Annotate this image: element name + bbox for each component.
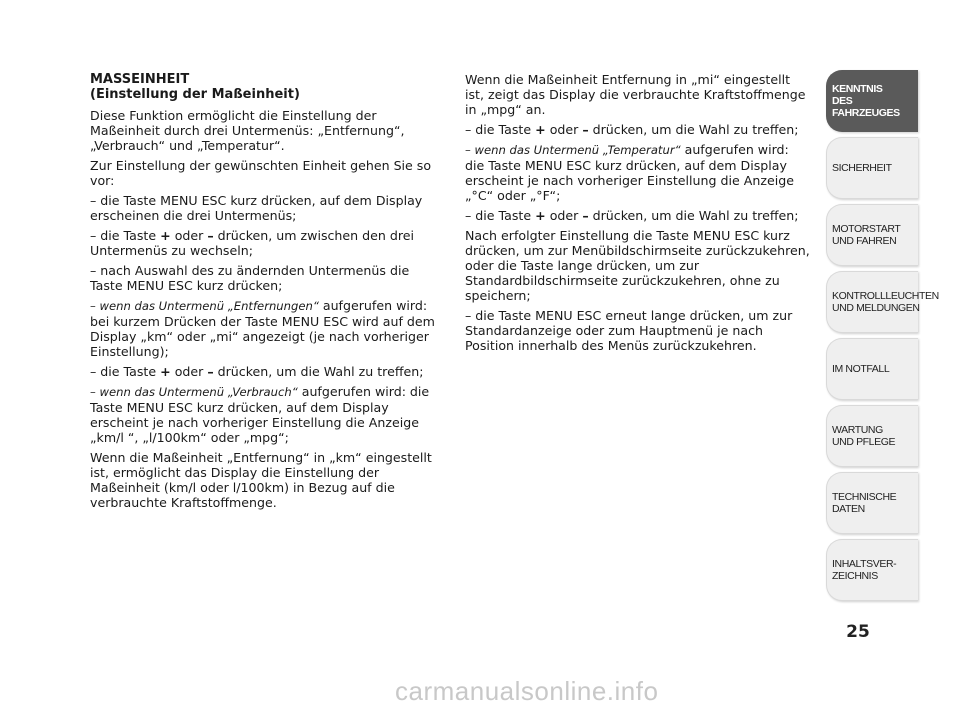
paragraph xyxy=(90,228,440,258)
paragraph: Wenn die Maßeinheit „Entfernung“ in „km“ eingestellt ist, ermöglicht das Display die Einstellung der Maßeinheit (km/l oder l/100km) in Bezug auf die verbrauchte Kraftstoffmenge. xyxy=(90,450,432,510)
heading-line-1: MASSEINHEIT xyxy=(90,72,190,87)
paragraph xyxy=(465,122,810,137)
paragraph: – nach Auswahl des zu ändernden Untermenüs die Taste MENU ESC kurz drücken; xyxy=(90,263,410,293)
chapter-tabs xyxy=(826,70,939,606)
tab-label: KENNTNIS DES FAHRZEUGES xyxy=(832,83,900,119)
text: aufgerufen wird: die Taste MENU ESC kurz drücken, auf dem Display erscheint je nach vorheriger Einstellung die Anzeige „°C“ oder „°F“; xyxy=(465,142,794,203)
paragraph xyxy=(90,384,440,445)
text: oder xyxy=(170,364,208,379)
tab-kenntnis-des-fahrzeuges[interactable] xyxy=(826,70,918,132)
tab-inhaltsverzeichnis[interactable] xyxy=(826,539,918,601)
tab-wartung-und-pflege[interactable] xyxy=(826,405,918,467)
paragraph xyxy=(90,298,440,359)
tab-label: MOTORSTART UND FAHREN xyxy=(832,223,901,247)
page-number: 25 xyxy=(846,622,870,642)
text: aufgerufen wird: bei kurzem Drücken der Taste MENU ESC wird auf dem Display „km“ oder „mi“ angezeigt (je nach vorheriger Einstellung); xyxy=(90,298,435,359)
text: oder xyxy=(170,228,208,243)
text: drücken, um die Wahl zu treffen; xyxy=(213,364,424,379)
tab-motorstart-und-fahren[interactable] xyxy=(826,204,918,266)
paragraph: Wenn die Maßeinheit Entfernung in „mi“ eingestellt ist, zeigt das Display die verbrauchte Kraftstoffmenge in „mpg“ an. xyxy=(465,72,806,117)
plus-key-symbol: + xyxy=(160,228,171,243)
tab-label: TECHNISCHE DATEN xyxy=(832,491,897,515)
tab-sicherheit[interactable] xyxy=(826,137,918,199)
paragraph: Nach erfolgter Einstellung die Taste MENU ESC kurz drücken, um zur Menübildschirmseite zurückzukehren, oder die Taste lange drücken, um zur Standardbildschirmseite zurückzukehren, ohne zu speichern; xyxy=(465,228,810,303)
minus-key-symbol: – xyxy=(207,364,214,379)
text: drücken, um die Wahl zu treffen; xyxy=(588,122,799,137)
text: oder xyxy=(545,122,583,137)
left-column xyxy=(90,72,440,515)
tab-im-notfall[interactable] xyxy=(826,338,918,400)
text: – die Taste xyxy=(90,228,161,243)
italic-text: – wenn das Untermenü „Verbrauch“ xyxy=(90,385,298,399)
right-column xyxy=(465,72,810,358)
minus-key-symbol: – xyxy=(207,228,214,243)
text: oder xyxy=(545,208,583,223)
paragraph xyxy=(465,142,810,203)
text: aufgerufen wird: die Taste MENU ESC kurz drücken, auf dem Display erscheint je nach vorheriger Einstellung die Anzeige „km/l “, „l/100km“ oder „mpg“; xyxy=(90,384,430,445)
text: – die Taste xyxy=(465,208,536,223)
tab-label: WARTUNG UND PFLEGE xyxy=(832,424,896,448)
tab-kontrollleuchten-und-meldungen[interactable] xyxy=(826,271,939,333)
paragraph: Zur Einstellung der gewünschten Einheit gehen Sie so vor: xyxy=(90,158,432,188)
text: drücken, um zwischen den drei Untermenüs zu wechseln; xyxy=(90,228,415,258)
text: – die Taste xyxy=(90,364,161,379)
tab-label: IM NOTFALL xyxy=(832,363,890,375)
section-heading xyxy=(90,72,440,102)
paragraph xyxy=(90,364,440,379)
watermark: carmanualsonline.info xyxy=(395,676,659,706)
heading-line-2: (Einstellung der Maßeinheit) xyxy=(90,87,300,102)
paragraph: – die Taste MENU ESC kurz drücken, auf dem Display erscheinen die drei Untermenüs; xyxy=(90,193,423,223)
plus-key-symbol: + xyxy=(535,122,546,137)
italic-text: – wenn das Untermenü „Entfernungen“ xyxy=(90,299,319,313)
tab-label: INHALTSVER- ZEICHNIS xyxy=(832,558,897,582)
tab-label: KONTROLLLEUCHTEN UND MELDUNGEN xyxy=(832,290,939,314)
text: – die Taste xyxy=(465,122,536,137)
paragraph xyxy=(465,208,810,223)
paragraph: Diese Funktion ermöglicht die Einstellung der Maßeinheit durch drei Untermenüs: „Entfernung“, „Verbrauch“ und „Temperatur“. xyxy=(90,108,405,153)
text: drücken, um die Wahl zu treffen; xyxy=(588,208,799,223)
tab-technische-daten[interactable] xyxy=(826,472,918,534)
tab-label: SICHERHEIT xyxy=(832,162,892,174)
minus-key-symbol: – xyxy=(582,122,589,137)
paragraph: – die Taste MENU ESC erneut lange drücken, um zur Standardanzeige oder zum Hauptmenü je nach Position innerhalb des Menüs zurückzukehren. xyxy=(465,308,793,353)
italic-text: – wenn das Untermenü „Temperatur“ xyxy=(465,143,681,157)
minus-key-symbol: – xyxy=(582,208,589,223)
plus-key-symbol: + xyxy=(535,208,546,223)
plus-key-symbol: + xyxy=(160,364,171,379)
